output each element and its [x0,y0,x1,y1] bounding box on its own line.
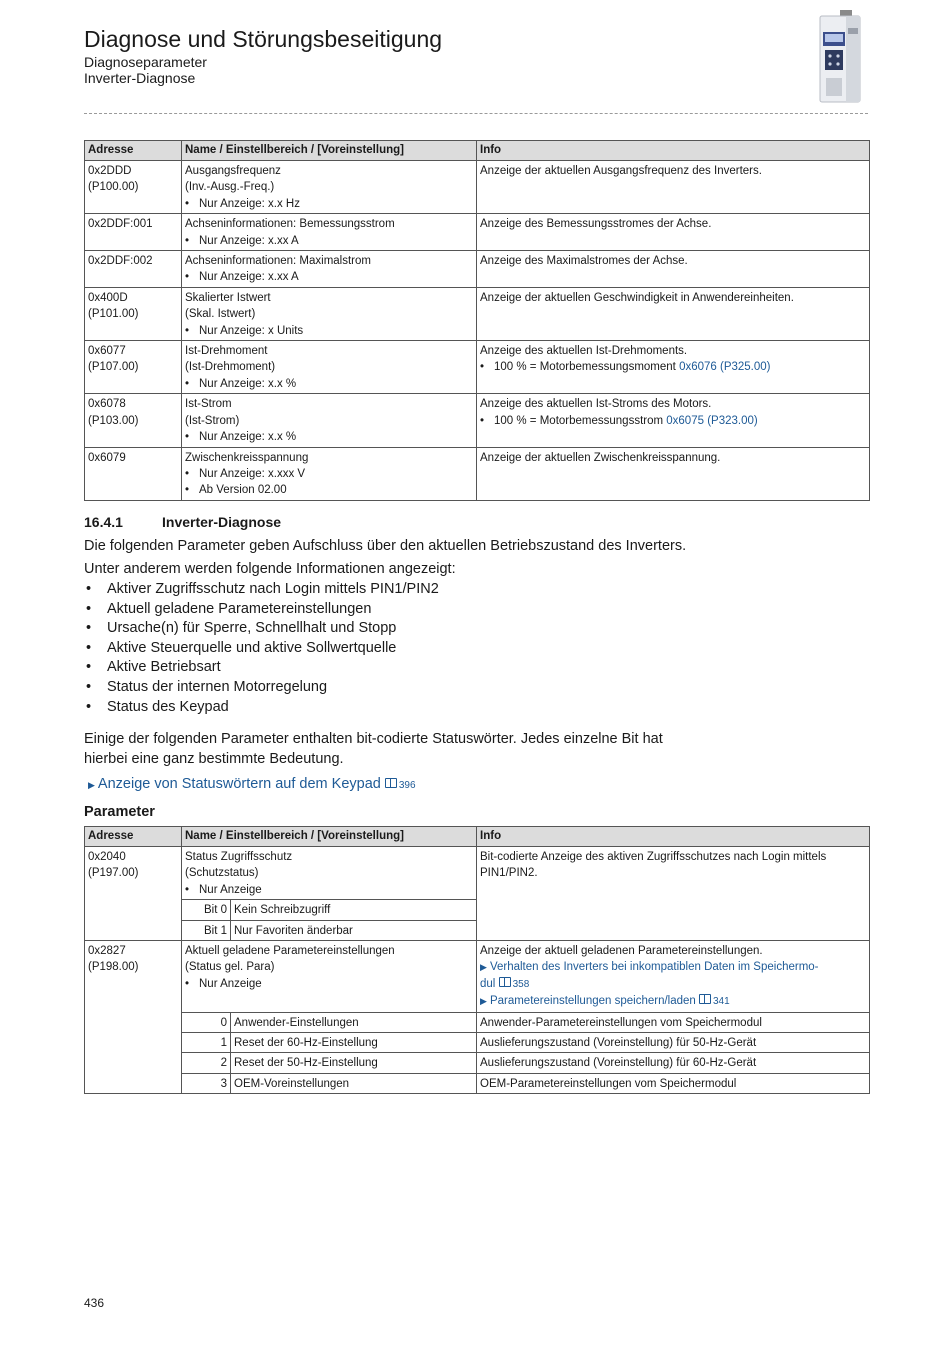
list-item: • Aktiver Zugriffsschutz nach Login mittels PIN1/PIN2 [84,580,784,600]
value-info: OEM-Parametereinstellungen vom Speichermodul [477,1073,870,1093]
address: 0x2DDD [88,165,132,177]
page-ref-number: 396 [398,780,416,791]
page-ref-number: 358 [512,978,530,990]
address-alias: (P198.00) [88,961,139,974]
note-paragraph [84,730,784,769]
address-alias: (P101.00) [88,308,139,321]
book-icon [385,778,397,788]
table-row [85,1053,870,1073]
bit-number: Bit 0 [182,900,231,920]
info-bullet [480,413,866,429]
param-range: • Nur Anzeige: x.xxx V [185,466,473,482]
param-info: PIN1/PIN2. [480,867,538,880]
param-short-name: (Ist-Drehmoment) [185,361,276,374]
table-row [85,1033,870,1053]
value-info: Anwender-Parametereinstellungen vom Speichermodul [477,1012,870,1032]
address: 0x400D [88,291,128,304]
address: 0x6079 [88,451,126,464]
section-number: 16.4.1 [84,514,123,530]
list-item: • Ursache(n) für Sperre, Schnellhalt und Stopp [84,619,784,639]
param-link[interactable]: 0x6075 (P323.00) [666,414,758,427]
value-name: OEM-Voreinstellungen [231,1073,477,1093]
param-info: Anzeige des aktuellen Ist-Drehmoments. [480,345,688,358]
param-name: Achseninformationen: Maximalstrom [185,255,371,268]
link-text: Verhalten des Inverters bei inkompatiblen Daten im Speichermo- [489,961,819,974]
bit-meaning: Nur Favoriten änderbar [231,920,477,940]
inverter-device-image [814,8,866,104]
parameter-table-diagnostics [84,140,870,501]
list-item: • Status der internen Motorregelung [84,678,784,698]
page-ref-number: 341 [713,996,730,1008]
info-bullet-text: 100 % = Motorbemessungsmoment [494,361,680,374]
address-alias: (P100.00) [88,181,139,194]
value-info: Auslieferungszustand (Voreinstellung) für 50-Hz-Gerät [477,1033,870,1053]
header-address: Adresse [85,827,182,847]
info-list [84,580,784,717]
table-header-row [85,141,870,161]
param-range: • Nur Anzeige: x.x % [185,429,473,445]
page-ref [699,996,730,1007]
page-header [84,24,784,86]
param-short-name: (Skal. Istwert) [185,308,256,321]
info-bullet [480,359,866,375]
param-info: Bit-codierte Anzeige des aktiven Zugriffsschutzes nach Login mittels [480,851,827,863]
link-text: Parametereinstellungen speichern/laden [489,995,696,1008]
param-info: Anzeige der aktuellen Zwischenkreisspannung. [480,451,721,464]
page-number: 436 [84,1296,105,1310]
link-text: Anzeige von Statuswörtern auf dem Keypad [97,776,381,792]
list-item: • Aktive Betriebsart [84,658,784,678]
param-version: • Ab Version 02.00 [185,482,473,498]
param-range: • Nur Anzeige: x.x Hz [185,196,473,212]
table-row [85,1012,870,1032]
page-ref [499,979,530,990]
intro-paragraph: Die folgenden Parameter geben Aufschluss über den aktuellen Betriebszustand des Inverters. [84,538,687,554]
table-row [85,1073,870,1093]
table-row [85,214,870,251]
table-row [85,341,870,394]
triangle-right-icon: ▶ [480,962,487,973]
param-info: Anzeige der aktuellen Geschwindigkeit in Anwendereinheiten. [480,291,794,304]
param-name: Ist-Strom [185,398,232,411]
section-subtitle: Diagnoseparameter [84,54,207,70]
param-name: Skalierter Istwert [185,291,271,304]
address: 0x2040 [88,851,126,863]
param-info: Anzeige der aktuell geladenen Parametereinstellungen. [480,945,763,958]
subsection-subtitle: Inverter-Diagnose [84,70,196,86]
table-row [85,847,870,900]
value-number: 2 [182,1053,231,1073]
info-bullet-text: 100 % = Motorbemessungsstrom [494,414,667,427]
incompatible-data-link-cont[interactable] [480,976,866,993]
page-ref [385,780,416,791]
list-item: • Status des Keypad [84,698,784,718]
chapter-title: Diagnose und Störungsbeseitigung [84,26,443,52]
param-name: Ausgangsfrequenz [185,165,281,177]
section-title: Inverter-Diagnose [162,514,282,530]
param-range: • Nur Anzeige: x.x % [185,376,473,392]
table-row [85,161,870,214]
triangle-right-icon: ▶ [480,996,487,1007]
header-info: Info [477,827,870,847]
value-number: 3 [182,1073,231,1093]
value-name: Reset der 60-Hz-Einstellung [231,1033,477,1053]
value-number: 1 [182,1033,231,1053]
bit-number: Bit 1 [182,920,231,940]
param-name: Status Zugriffsschutz [185,851,293,863]
header-address: Adresse [85,141,182,161]
table-row [85,394,870,447]
address-alias: (P103.00) [88,414,139,427]
table-header-row [85,827,870,847]
table-row [85,287,870,340]
header-name: Name / Einstellbereich / [Voreinstellung] [182,827,477,847]
list-intro: Unter anderem werden folgende Informationen angezeigt: [84,561,456,577]
list-item: • Aktive Steuerquelle und aktive Sollwertquelle [84,639,784,659]
triangle-right-icon: ▶ [88,780,95,790]
param-info: Anzeige des Maximalstromes der Achse. [480,255,688,268]
table-row [85,447,870,500]
note-line: hierbei eine ganz bestimmte Bedeutung. [84,750,344,767]
parameter-heading: Parameter [84,804,155,820]
book-icon [499,977,511,987]
address-alias: (P197.00) [88,867,139,880]
list-item: • Aktuell geladene Parametereinstellungen [84,600,784,620]
param-short-name: (Ist-Strom) [185,414,240,427]
address: 0x2DDF:002 [88,255,153,268]
param-short-name: (Inv.-Ausg.-Freq.) [185,181,275,194]
link-text: dul [480,977,496,990]
address: 0x2DDF:001 [88,218,153,231]
header-name: Name / Einstellbereich / [Voreinstellung] [182,141,477,161]
param-short-name: (Status gel. Para) [185,961,275,974]
value-number: 0 [182,1012,231,1032]
header-info: Info [477,141,870,161]
param-link[interactable]: 0x6076 (P325.00) [679,361,771,374]
param-range: • Nur Anzeige [185,882,473,898]
param-range: • Nur Anzeige [185,976,473,992]
param-range: • Nur Anzeige: x Units [185,323,473,339]
parameter-table-status [84,826,870,1094]
book-icon [699,994,711,1004]
value-name: Reset der 50-Hz-Einstellung [231,1053,477,1073]
address: 0x6078 [88,398,126,411]
header-divider [84,113,868,114]
param-name: Zwischenkreisspannung [185,451,309,464]
address: 0x6077 [88,345,126,358]
param-name: Achseninformationen: Bemessungsstrom [185,218,395,231]
param-info: Anzeige des Bemessungsstromes der Achse. [480,218,712,231]
bit-meaning: Kein Schreibzugriff [231,900,477,920]
param-range: • Nur Anzeige: x.xx A [185,269,473,285]
address-alias: (P107.00) [88,361,139,374]
param-short-name: (Schutzstatus) [185,867,259,880]
note-line: Einige der folgenden Parameter enthalten bit-codierte Statuswörter. Jedes einzelne Bit hat [84,731,663,747]
save-load-settings-link[interactable] [480,993,866,1010]
keypad-status-link[interactable] [88,776,416,792]
table-row [85,251,870,288]
param-info: Anzeige der aktuellen Ausgangsfrequenz des Inverters. [480,165,762,177]
param-name: Aktuell geladene Parametereinstellungen [185,945,395,958]
value-name: Anwender-Einstellungen [231,1012,477,1032]
param-info: Anzeige des aktuellen Ist-Stroms des Motors. [480,398,712,411]
param-name: Ist-Drehmoment [185,345,268,358]
address: 0x2827 [88,945,126,958]
section-heading [84,514,281,530]
incompatible-data-link[interactable] [480,959,866,975]
table-row [85,941,870,1013]
param-range: • Nur Anzeige: x.xx A [185,233,473,249]
value-info: Auslieferungszustand (Voreinstellung) für 60-Hz-Gerät [477,1053,870,1073]
